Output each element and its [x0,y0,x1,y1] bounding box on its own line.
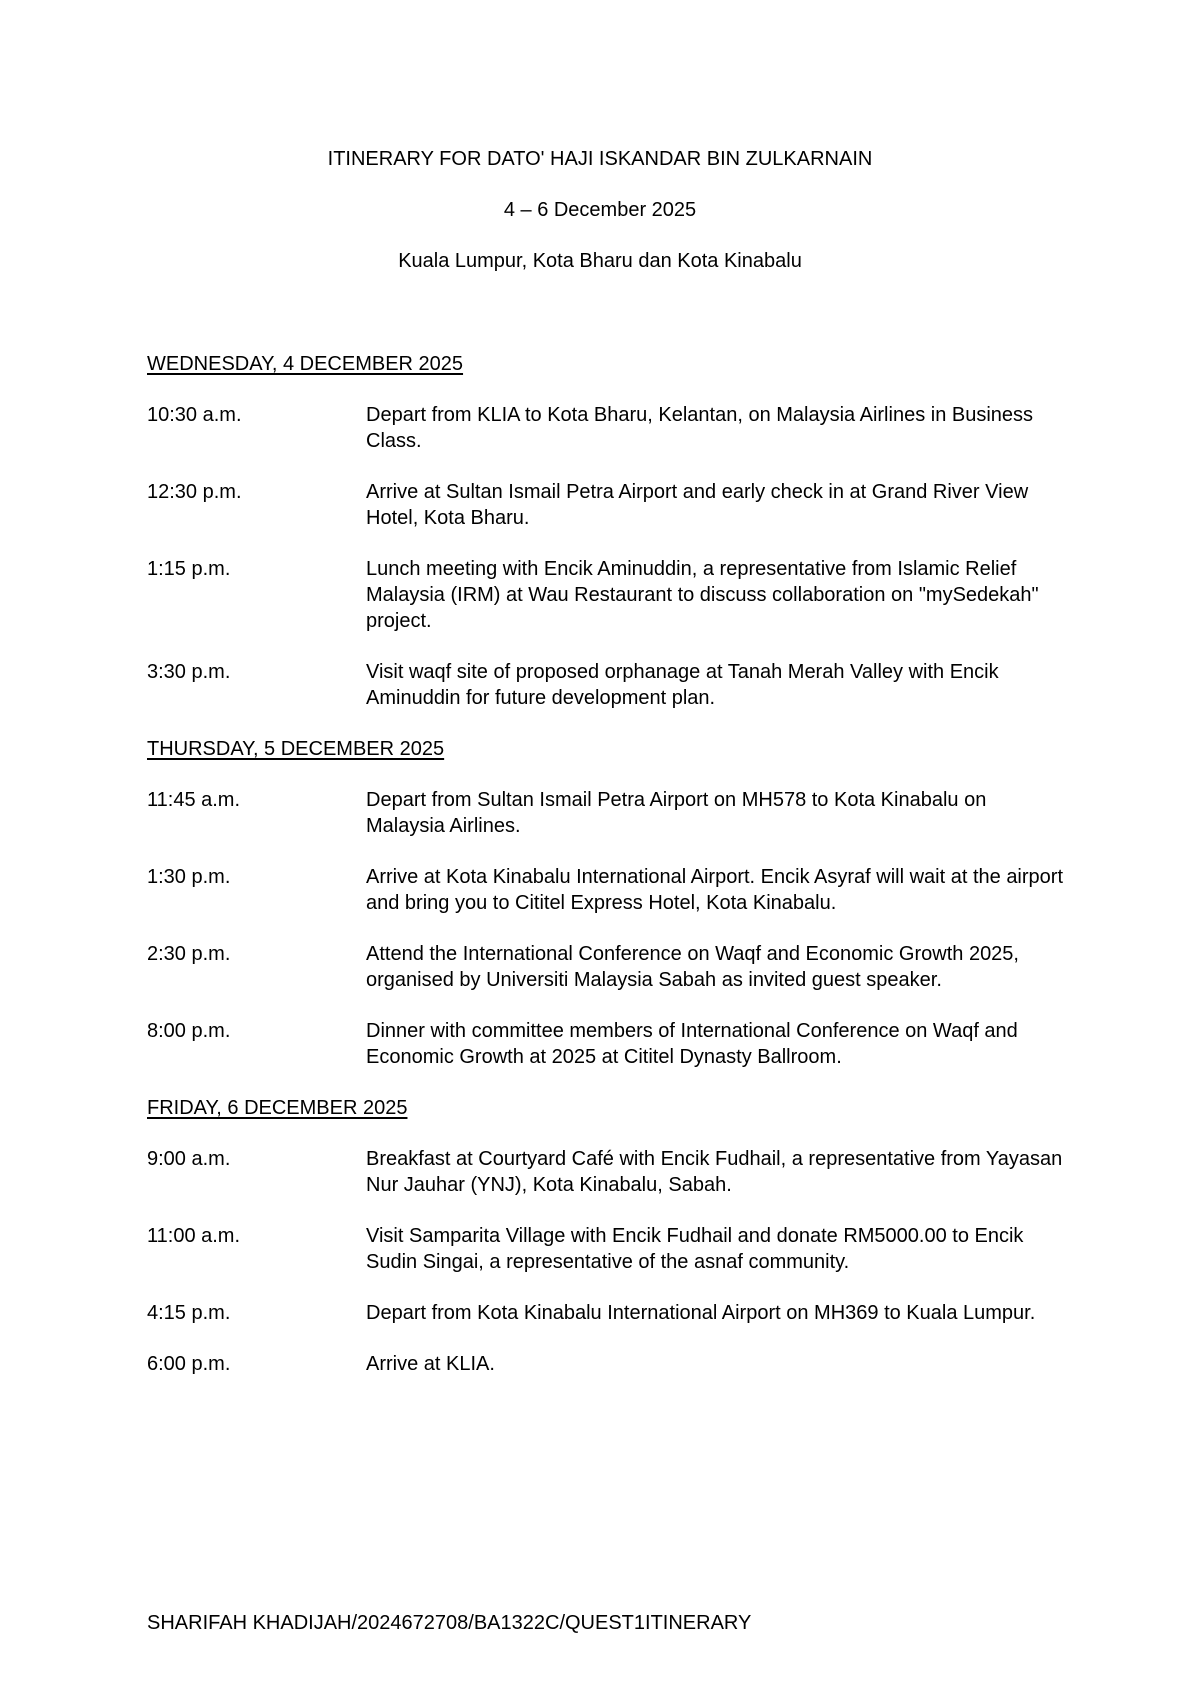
schedule-entry [147,1018,1067,1070]
entry-description: Lunch meeting with Encik Aminuddin, a representative from Islamic Relief Malaysia (IRM) at Wau Restaurant to discuss collaboration on "mySedekah" project. [366,558,1039,632]
document-header [0,146,1200,172]
day-heading: WEDNESDAY, 4 DECEMBER 2025 [147,353,464,375]
entry-time: 1:30 p.m. [147,866,231,888]
schedule-entry [147,1300,1067,1326]
schedule-entry [147,864,1067,916]
footer-reference: SHARIFAH KHADIJAH/2024672708/BA1322C/QUEST1ITINERARY [147,1612,752,1634]
header-dates-row [0,197,1200,223]
schedule-entry [147,659,1067,711]
entry-description: Depart from Sultan Ismail Petra Airport on MH578 to Kota Kinabalu on Malaysia Airlines. [366,789,987,837]
itinerary-body [147,351,1067,1402]
day-section-thursday [147,736,1067,1070]
entry-description: Dinner with committee members of International Conference on Waqf and Economic Growth at 2025 at Cititel Dynasty Ballroom. [366,1020,1018,1068]
entry-description: Attend the International Conference on Waqf and Economic Growth 2025, organised by Universiti Malaysia Sabah as invited guest speaker. [366,943,1019,991]
entry-time: 8:00 p.m. [147,1020,231,1042]
entry-description: Arrive at Kota Kinabalu International Airport. Encik Asyraf will wait at the airport and bring you to Cititel Express Hotel, Kota Kinabalu. [366,866,1064,914]
entry-time: 10:30 a.m. [147,404,242,426]
itinerary-dates: 4 – 6 December 2025 [503,199,697,221]
entry-description: Visit waqf site of proposed orphanage at Tanah Merah Valley with Encik Aminuddin for future development plan. [366,661,999,709]
schedule-entry [147,402,1067,454]
entry-description: Arrive at Sultan Ismail Petra Airport and early check in at Grand River View Hotel, Kota Bharu. [366,481,1029,529]
entry-description: Depart from Kota Kinabalu International Airport on MH369 to Kuala Lumpur. [366,1302,1036,1324]
schedule-entry [147,1146,1067,1198]
entry-description: Depart from KLIA to Kota Bharu, Kelantan, on Malaysia Airlines in Business Class. [366,404,1034,452]
document-footer [147,1610,751,1636]
schedule-entry [147,787,1067,839]
entry-description: Breakfast at Courtyard Café with Encik Fudhail, a representative from Yayasan Nur Jauhar (YNJ), Kota Kinabalu, Sabah. [366,1148,1063,1196]
day-heading: THURSDAY, 5 DECEMBER 2025 [147,738,445,760]
entry-description: Visit Samparita Village with Encik Fudhail and donate RM5000.00 to Encik Sudin Singai, a representative of the asnaf community. [366,1225,1024,1273]
entry-time: 1:15 p.m. [147,558,231,580]
entry-time: 11:45 a.m. [147,789,241,811]
day-section-friday [147,1095,1067,1377]
entry-time: 12:30 p.m. [147,481,242,503]
schedule-entry [147,479,1067,531]
day-heading: FRIDAY, 6 DECEMBER 2025 [147,1097,408,1119]
entry-time: 6:00 p.m. [147,1353,231,1375]
entry-description: Arrive at KLIA. [366,1353,495,1375]
schedule-entry [147,1223,1067,1275]
entry-time: 4:15 p.m. [147,1302,231,1324]
schedule-entry [147,556,1067,634]
header-locations-row [0,248,1200,274]
itinerary-locations: Kuala Lumpur, Kota Bharu dan Kota Kinabalu [398,250,802,272]
schedule-entry [147,941,1067,993]
schedule-entry [147,1351,1067,1377]
day-section-wednesday [147,351,1067,711]
entry-time: 2:30 p.m. [147,943,231,965]
entry-time: 3:30 p.m. [147,661,231,683]
entry-time: 9:00 a.m. [147,1148,231,1170]
entry-time: 11:00 a.m. [147,1225,241,1247]
itinerary-title: ITINERARY FOR DATO' HAJI ISKANDAR BIN ZULKARNAIN [327,148,873,170]
